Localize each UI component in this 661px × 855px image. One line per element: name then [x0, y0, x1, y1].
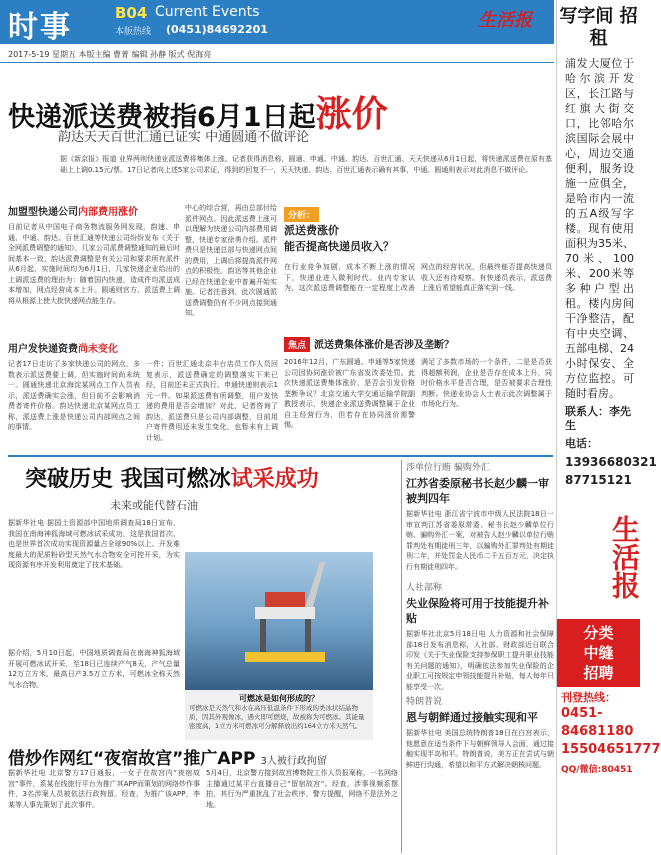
- ad-contact: 联系人：李先生: [565, 405, 631, 432]
- brief-text: 据新华社电 美国总统特朗普18日在白宫表示，他愿意在适当条件下与朝鲜领导人会面，通过接触实现半岛和平。特朗普说，美方正在尝试与朝鲜进行沟通，希望以和平方式解决朝核问题。: [406, 729, 554, 769]
- page-number: B04: [115, 4, 148, 22]
- brief-zhao: [406, 460, 554, 575]
- gas-headline: [25, 462, 395, 498]
- bar-label-3: 招聘: [583, 664, 614, 682]
- gas-text-2: 据介绍，5月10日起，中国地质调查局在南海神狐海域开展可燃冰试开采，至18日已连续产气8天，产气总量12万立方米，最高日产3.5万立方米，可燃冰全称天然气水合物。: [8, 649, 180, 689]
- user-fee-text-2: 一件；百世汇通北京丰台店员工作人员回复表示，派送费确定的调整落实下来已经，目前还未正式执行。申通快递则表示1元一件。如果派送费有所调整，用户发快递的费用是否会增加？对此，记者咨询了韵达，派送费只是公司内部调整，目前用户寄件费用还未发生变化，也暂未有上调计划。: [146, 360, 278, 442]
- brief-text: 据新华社电 浙江省宁波市中级人民法院18日一审宣判江苏省委原常委、秘书长赵少麟单位行贿、骗购外汇一案，对被告人赵少麟以单位行贿罪判处有期徒刑三年，以骗购外汇罪判处有期徒刑二年，并处罚金人民币二千五百万元，决定执行有期徒刑四年。: [406, 510, 554, 571]
- focus-section: [284, 336, 552, 452]
- bar-label-2: 中缝: [583, 644, 614, 662]
- oil-platform-photo: [185, 552, 373, 690]
- hotline-label: 刊登热线：: [561, 691, 616, 704]
- oil-platform-icon: [185, 552, 373, 690]
- column-divider: [401, 460, 402, 853]
- newspaper-logo: 生活报: [478, 10, 532, 31]
- app-headline: [8, 744, 398, 769]
- masthead: [0, 0, 640, 70]
- app-text: 据新华社电 北京警方17日通报，一女子在故宫内“夜宿故宫”事件，系某在线旅行平台为推广其APP而策划的网络炒作事件，3名涉案人员被依法行政拘留。经查，为推广该APP，李某等人事先策划了此次事件。: [8, 769, 200, 809]
- ad-body: 浦发大厦位于哈尔滨开发区，长江路与红旗大街交口，比邻哈尔滨国际会展中心，周边交通便利，服务设施一应俱全，是哈市内一流的五A级写字楼。现有使用面积为35米、70米、100米、200米等多种户型出租。楼内房间干净整洁，配有中央空调、五部电梯、24小时保安、全方位监控。可随时看房。: [565, 57, 634, 400]
- lead-headline: [8, 86, 553, 135]
- focus-title: 派送费集体涨价是否涉及垄断？: [314, 340, 455, 351]
- gas-title: 突破历史 我国可燃冰: [25, 467, 231, 492]
- user-fee-text: 记者17日走访了多家快递公司的网点，多数表示派送费要上调，但实施时间尚未统一。圆通快递北京海淀某网点工作人员表示，派送费确实会涨，但目前不会影响消费者寄件价格。韵达快递北京某网点员工称，派送费上涨是快递公司内部网点之间的事情。: [8, 360, 140, 431]
- gas-title-highlight: 试采成功: [230, 467, 319, 492]
- hotline-number-2: 15504651777: [561, 742, 661, 757]
- lead-column-1: [8, 203, 180, 333]
- lead-intro: 据《新京报》报道 业界两则快递业派送费将集体上涨。记者获得消息称，圆通、申通、中通、韵达、百世汇通、天天快递从6月1日起，将快递派送费在原有基础上上调0.15元/票。17日记者向上述5家公司求证，得到的回复不一，天天快递、韵达、百世汇通表示确有其事，中通、圆通则表示对此消息不做评论。: [60, 155, 552, 174]
- subhead-highlight: 内部费用涨价: [78, 207, 138, 218]
- section-banner: [0, 0, 554, 44]
- bar-label-1: 分类: [583, 624, 614, 642]
- brief-kicker: 涉单位行贿 骗购外汇: [406, 463, 490, 473]
- photo-caption: [185, 690, 373, 740]
- analysis-tag: 分析：: [284, 207, 319, 222]
- subhead-highlight: 尚未变化: [78, 344, 118, 355]
- brief-title: 失业保险将可用于技能提升补贴: [406, 597, 549, 625]
- brief-title: 江苏省委原秘书长赵少麟一审被判四年: [406, 477, 549, 505]
- subhead: 加盟型快递公司: [8, 207, 78, 218]
- caption-text: 可燃冰是天然气和水在高压低温条件下形成的类冰状结晶物质，因其外观像冰，遇火即可燃烧，故被称为可燃冰。其能量密度高，1立方米可燃冰可分解释放出约164立方米天然气。: [189, 704, 365, 730]
- ad-tel-label: 电话：: [565, 437, 598, 450]
- qq-number: QQ/微信:80451: [561, 765, 633, 775]
- focus-tag: 焦点: [284, 337, 310, 352]
- dateline: 2017-5-19 星期五 本版主编 曹菁 编辑 孙静 版式 倪海亮: [0, 49, 554, 63]
- brief-text: 据新华社北京5月18日电 人力资源和社会保障部18日发布消息称，人社部、财政部近日联合印发《关于失业保险支持参保职工提升职业技能有关问题的通知》，明确依法参加失业保险的企业职工可按规定申领技能提升补贴，每人每年只能享受一次。: [406, 630, 554, 691]
- brief-kicker: 人社部称: [406, 583, 443, 593]
- user-fee-section: [8, 340, 278, 452]
- gas-subtitle: 未来或能代替石油: [110, 499, 198, 512]
- ad-tel-1: 13936680321: [565, 455, 657, 469]
- analysis-text: 在行业竞争加剧，成本不断上涨的情况下，快递业进入微利时代。业内专家认为，这次派送费调整能在一定程度上改善网点的经营状况，但最终能否提高快递员收入还有待观察。有快递员表示，派送费上涨后希望能真正落实到一线。: [284, 263, 552, 292]
- subhead: 用户发快递资费: [8, 344, 78, 355]
- brief-unemployment: [406, 580, 554, 690]
- hotline-phone: (0451)84692201: [166, 23, 268, 36]
- analysis-title-line2: 能否提高快递员收入？: [284, 240, 394, 253]
- analysis-title: [284, 222, 552, 254]
- ad-tel-2: 87715121: [565, 473, 632, 487]
- brief-title: 恩与朝鲜通过接触实现和平: [406, 711, 538, 724]
- lead-title: 快递派送费被指6月1日起: [8, 102, 316, 133]
- hotline-label: 本版热线: [115, 27, 152, 37]
- app-text-2: 5月4日，北京警方接到故宫博物院工作人员报案称，一名网络主播通过某平台直播自己“留宿故宫”。经查，涉事视频系摆拍，其行为严重扰乱了社会秩序。警方提醒，网络不是法外之地。: [206, 769, 398, 809]
- lead-col2-text: 中心的综合营，再由总部付给派件网点。因此派送费上涨可以理解为快递公司内部费用调整，快递专家徐勇介绍。派件费只是快递总部与快递网点间的费用，上调后将提高派件网点的积极性。韵达等其他企业已经在快递企业中普遍开始实施。记者注意到，此次圆通派送费调整仍有不少网点接到通知。: [185, 204, 277, 317]
- brief-trump: [406, 694, 554, 853]
- app-body: [8, 768, 398, 853]
- lead-subtitle: 韵达天天百世汇通已证实 中通圆通不做评论: [58, 130, 310, 145]
- gas-text: 据新华社电 据国土资源部中国地质调查局18日宣布，我国在南海神狐海域可燃冰试采成功，这是我国首次、也是世界首次成功实现资源量占全球90%以上、开发难度最大的泥质粉砂型天然气水合物安全可控开采，为实现资源有序开发利用奠定了技术基础。: [8, 519, 180, 569]
- lead-col1-text: 目前记者从中国电子商务物流服务网发现，韵速、申通、中通、韵达、百世汇通等快递公司纷纷发布《关于全网派费调整的通知》，几家公司派费调整通知的最后时间基本一致，韵达派费调整是有关公司和要求所有派件从6月起，实施时间均为6月1日，几家快递企业给出的上调派送费的理由为：随着国内快递，造成件均派送成本增加，网点经营成本上升。圆通则官方，派送费上调将从根源上使大批快递网点能生存。: [8, 223, 180, 305]
- right-ad-column: [556, 0, 661, 855]
- section-title-en: Current Events: [155, 4, 260, 20]
- app-title: 借炒作网红“夜宿故宫”推广APP: [8, 749, 256, 769]
- app-subtitle: 3人被行政拘留: [260, 756, 327, 767]
- logo-vertical: 生活报: [608, 515, 641, 599]
- focus-text-2: 满足了多数市场的一个条件，二是是否获得超额利润，企业是否存在成本上升，同时价格水平是否合理，是否被要求合理性判断。快递业协会人士表示此次调整属于市场化行为。: [421, 358, 552, 408]
- analysis-title-line1: 派送费涨价: [284, 224, 339, 237]
- hotline-number-1: 0451-84681180: [561, 706, 634, 739]
- analysis-section: [284, 203, 552, 333]
- lead-title-highlight: 涨价: [315, 94, 388, 135]
- brief-kicker: 特朗普说: [406, 697, 443, 707]
- ad-title: 写字间 招租: [559, 6, 638, 49]
- focus-text: 2016年12月，广东圆通、申通等5家快递公司因协同涨价被广东省发改委处罚。此次快递派送费集体涨价，是否会引发价格垄断争议？北京交通大学交通运输学院副教授表示，快递企业派送费调整属于企业自主经营行为，但若存在协同涨价需警惕。: [284, 358, 415, 429]
- caption-title: 可燃冰是如何形成的？: [239, 694, 319, 703]
- divider: [8, 455, 553, 457]
- section-title: 时事: [8, 10, 72, 45]
- classified-bar: [557, 619, 640, 687]
